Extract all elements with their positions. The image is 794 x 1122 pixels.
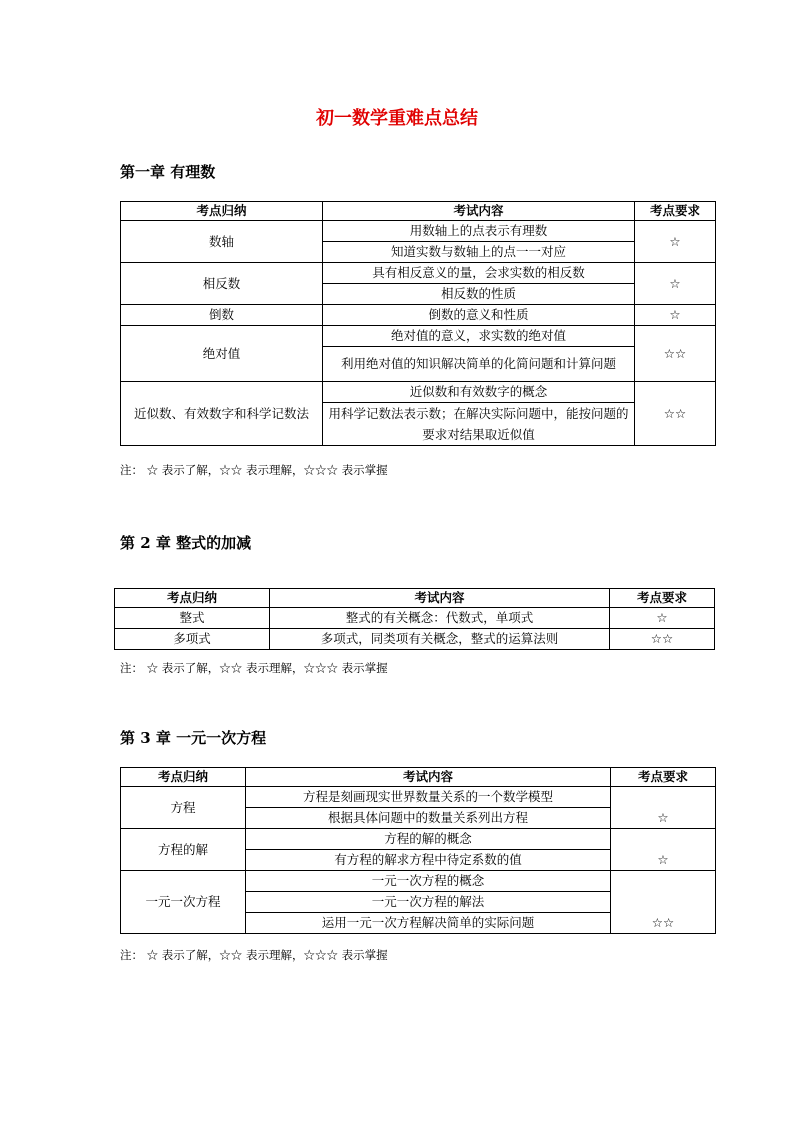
topic-cell: 多项式	[115, 629, 270, 650]
chapter-3-table	[120, 767, 716, 934]
requirement-cell: ☆	[610, 608, 715, 629]
content-cell: 用数轴上的点表示有理数	[323, 221, 635, 242]
content-cell: 方程的解的概念	[246, 829, 611, 850]
header-requirement: 考点要求	[635, 202, 716, 221]
topic-cell: 近似数、有效数字和科学记数法	[121, 382, 323, 446]
header-requirement: 考点要求	[610, 589, 715, 608]
content-cell: 多项式，同类项有关概念，整式的运算法则	[270, 629, 610, 650]
topic-cell: 整式	[115, 608, 270, 629]
requirement-cell: ☆	[611, 829, 716, 871]
chapter-2-table	[114, 588, 715, 650]
content-cell: 一元一次方程的解法	[246, 892, 611, 913]
content-cell: 运用一元一次方程解决简单的实际问题	[246, 913, 611, 934]
content-cell: 相反数的性质	[323, 284, 635, 305]
header-requirement: 考点要求	[611, 768, 716, 787]
chapter-3-heading: 第 3 章 一元一次方程	[120, 729, 267, 747]
legend-note: 注： ☆ 表示了解，☆☆ 表示理解，☆☆☆ 表示掌握	[120, 463, 388, 477]
content-cell: 知道实数与数轴上的点一一对应	[323, 242, 635, 263]
topic-cell: 相反数	[121, 263, 323, 305]
chapter-1-table	[120, 201, 716, 446]
topic-cell: 一元一次方程	[121, 871, 246, 934]
topic-cell: 倒数	[121, 305, 323, 326]
header-topic: 考点归纳	[115, 589, 270, 608]
header-content: 考试内容	[246, 768, 611, 787]
header-topic: 考点归纳	[121, 768, 246, 787]
content-cell: 利用绝对值的知识解决简单的化简问题和计算问题	[323, 347, 635, 382]
topic-cell: 方程	[121, 787, 246, 829]
chapter-1-heading: 第一章 有理数	[120, 163, 216, 181]
header-topic: 考点归纳	[121, 202, 323, 221]
content-cell: 方程是刻画现实世界数量关系的一个数学模型	[246, 787, 611, 808]
header-content: 考试内容	[323, 202, 635, 221]
header-content: 考试内容	[270, 589, 610, 608]
requirement-cell: ☆☆	[611, 871, 716, 934]
content-cell: 倒数的意义和性质	[323, 305, 635, 326]
content-cell: 整式的有关概念：代数式，单项式	[270, 608, 610, 629]
legend-note: 注： ☆ 表示了解，☆☆ 表示理解，☆☆☆ 表示掌握	[120, 661, 388, 675]
content-cell: 绝对值的意义，求实数的绝对值	[323, 326, 635, 347]
requirement-cell: ☆	[635, 305, 716, 326]
content-cell: 用科学记数法表示数；在解决实际问题中，能按问题的要求对结果取近似值	[323, 403, 635, 446]
requirement-cell: ☆	[635, 221, 716, 263]
topic-cell: 绝对值	[121, 326, 323, 382]
legend-note: 注： ☆ 表示了解，☆☆ 表示理解，☆☆☆ 表示掌握	[120, 948, 388, 962]
page-title: 初一数学重难点总结	[316, 108, 478, 129]
requirement-cell: ☆☆	[635, 326, 716, 382]
content-cell: 近似数和有效数字的概念	[323, 382, 635, 403]
requirement-cell: ☆	[611, 787, 716, 829]
content-cell: 有方程的解求方程中待定系数的值	[246, 850, 611, 871]
chapter-2-heading: 第 2 章 整式的加减	[120, 534, 252, 552]
content-cell: 根据具体问题中的数量关系列出方程	[246, 808, 611, 829]
topic-cell: 数轴	[121, 221, 323, 263]
topic-cell: 方程的解	[121, 829, 246, 871]
requirement-cell: ☆☆	[610, 629, 715, 650]
requirement-cell: ☆☆	[635, 382, 716, 446]
content-cell: 一元一次方程的概念	[246, 871, 611, 892]
requirement-cell: ☆	[635, 263, 716, 305]
content-cell: 具有相反意义的量，会求实数的相反数	[323, 263, 635, 284]
